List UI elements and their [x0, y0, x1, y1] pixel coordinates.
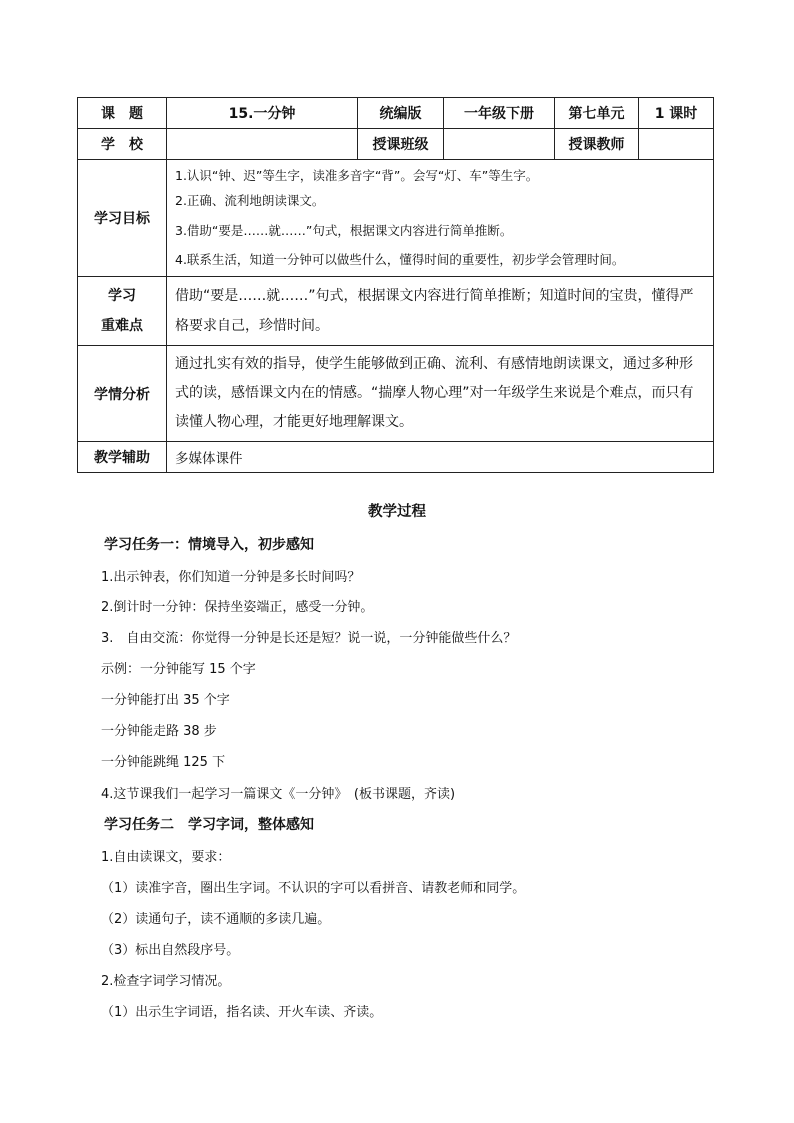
key-points-text: 借助“要是……就……”句式，根据课文内容进行简单推断；知道时间的宝贵，懂得严格要求自己，珍惜时间。: [167, 277, 714, 346]
goal-item: 4.联系生活，知道一分钟可以做些什么，懂得时间的重要性，初步学会管理时间。: [175, 251, 625, 267]
process-line: （2）读通句子，读不通顺的多读几遍。: [101, 912, 331, 927]
table-row: [78, 442, 714, 473]
teacher-label: 授课教师: [555, 129, 639, 160]
goals-content: [167, 160, 714, 277]
process-line: （3）标出自然段序号。: [101, 943, 240, 958]
process-line: 一分钟能走路 38 步: [101, 724, 217, 739]
unit-cell: 第七单元: [555, 98, 639, 129]
process-line: 3. 自由交流：你觉得一分钟是长还是短？说一说，一分钟能做些什么？: [101, 631, 517, 646]
process-title: 教学过程: [368, 504, 426, 520]
aids-label: 教学辅助: [78, 442, 167, 473]
process-line: 2.倒计时一分钟：保持坐姿端正，感受一分钟。: [101, 600, 374, 615]
table-row: [78, 346, 714, 442]
lesson-info-table: [77, 97, 714, 473]
process-line: 4.这节课我们一起学习一篇课文《一分钟》 (板书课题，齐读): [101, 787, 456, 802]
section-heading: 学习任务一：情境导入，初步感知: [104, 537, 314, 553]
process-line: 1.自由读课文，要求：: [101, 850, 231, 865]
class-value: [444, 129, 555, 160]
table-row: [78, 129, 714, 160]
table-row: [78, 98, 714, 129]
teacher-value: [639, 129, 714, 160]
edition-cell: 统编版: [358, 98, 444, 129]
hours-cell: 1 课时: [639, 98, 714, 129]
key-points-label: 学习 重难点: [78, 277, 167, 346]
process-line: （1）出示生字词语，指名读、开火车读、齐读。: [101, 1005, 383, 1020]
table-row: [78, 277, 714, 346]
process-line: （1）读准字音，圈出生字词。不认识的字可以看拼音、请教老师和同学。: [101, 881, 526, 896]
table-row: [78, 160, 714, 277]
process-line: 一分钟能跳绳 125 下: [101, 755, 226, 770]
process-line: 2.检查字词学习情况。: [101, 974, 231, 989]
school-value: [167, 129, 358, 160]
goal-item: 3.借助“要是……就……”句式，根据课文内容进行简单推断。: [175, 222, 513, 238]
goal-item: 2.正确、流利地朗读课文。: [175, 192, 325, 208]
class-label: 授课班级: [358, 129, 444, 160]
grade-cell: 一年级下册: [444, 98, 555, 129]
course-title-label: 课 题: [78, 98, 167, 129]
course-title-value: 15.一分钟: [167, 98, 358, 129]
section-heading: 学习任务二 学习字词，整体感知: [104, 817, 314, 833]
process-line: 示例：一分钟能写 15 个字: [101, 662, 256, 677]
analysis-text: 通过扎实有效的指导，使学生能够做到正确、流利、有感情地朗读课文，通过多种形式的读，感悟课文内在的情感。“揣摩人物心理”对一年级学生来说是个难点，而只有读懂人物心理，才能更好地理解课文。: [167, 346, 714, 442]
goals-label: 学习目标: [78, 160, 167, 277]
aids-text: 多媒体课件: [167, 442, 714, 473]
analysis-label: 学情分析: [78, 346, 167, 442]
process-line: 1.出示钟表，你们知道一分钟是多长时间吗？: [101, 570, 361, 585]
goal-item: 1.认识“钟、迟”等生字，读准多音字“背”。会写“灯、车”等生字。: [175, 167, 539, 183]
process-line: 一分钟能打出 35 个字: [101, 693, 230, 708]
school-label: 学 校: [78, 129, 167, 160]
